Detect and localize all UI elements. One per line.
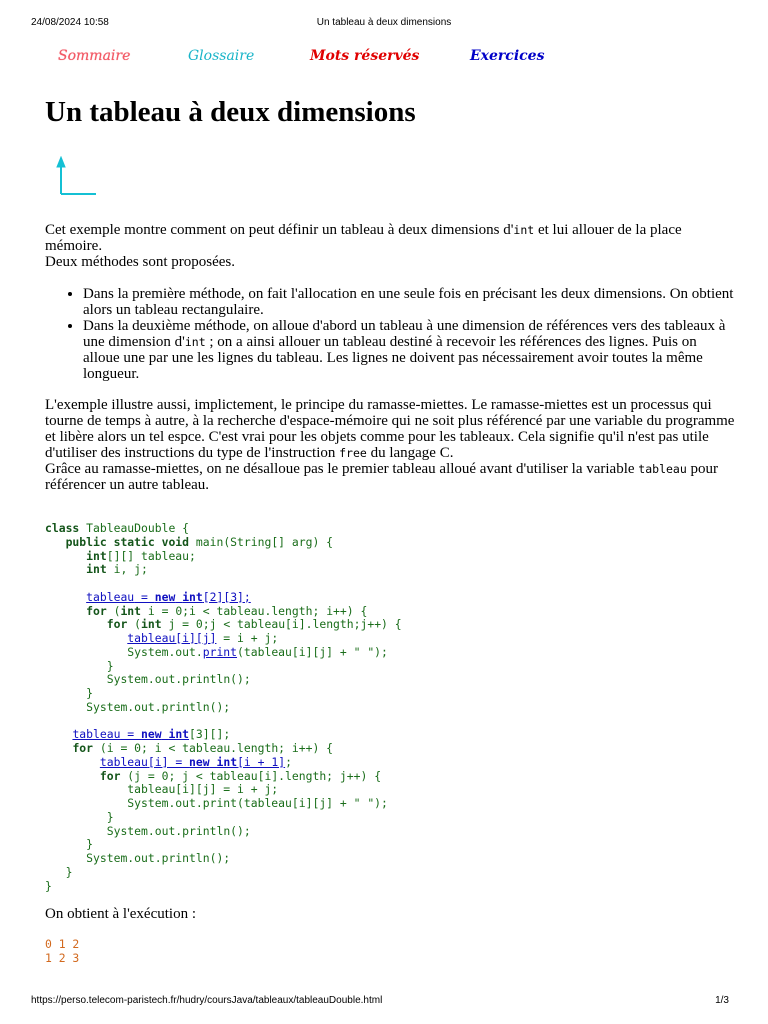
code-link-alloc3[interactable]: tableau[i] = new int[i + 1] — [99, 754, 286, 769]
method-item-1: • Dans la première méthode, on fait l'allocation en une seule fois en précisant les deux dimensions. On obtient alors un tableau rectangulaire. — [83, 286, 735, 318]
method-item-2: • Dans la deuxième méthode, on alloue d'abord un tableau à une dimension de références vers des tableaux à une dimension d'int ; on a ainsi allouer un tableau destiné à recevoir les références des lignes. Puis on alloue une par une les lignes du tableau. Les lignes ne doivent pas nécessairement avoir toutes la même longueur. — [83, 318, 735, 382]
inline-code-int: int — [513, 223, 535, 237]
nav-mots-reserves-link[interactable]: Mots réservés — [310, 48, 420, 64]
print-url: https://perso.telecom-paristech.fr/hudry/coursJava/tableaux/tableauDouble.html — [31, 995, 383, 1006]
code-listing: class TableauDouble { public static void main(String[] arg) { int[][] tableau; int i, j; tableau = new int[2][3]; for (int i = 0;i < tableau.length; i++) { for (int j = 0;j < tableau[i].length;j++) { tableau[i][j] = i + j; System.out.print(tableau[i][j] + " "); } System.out.println(); } System.out.println(); tableau = new int[3][]; for (i = 0; i < tableau.length; i++) { tableau[i] = new int[i + 1]; for (j = 0; j < tableau[i].length; j++) { tableau[i][j] = i + j; System.out.print(tableau[i][j] + " "); } System.out.println(); } System.out.println(); } } — [45, 521, 402, 893]
top-nav — [0, 48, 768, 70]
page-title: Un tableau à deux dimensions — [45, 96, 416, 128]
code-link-print[interactable]: print — [202, 644, 238, 659]
up-arrow-icon — [55, 156, 99, 198]
inline-code-free: free — [339, 446, 367, 460]
nav-glossaire-link[interactable]: Glossaire — [188, 48, 255, 64]
nav-sommaire-link[interactable]: Sommaire — [58, 48, 131, 64]
print-page-title: Un tableau à deux dimensions — [316, 17, 452, 28]
gc-paragraph: L'exemple illustre aussi, implictement, le principe du ramasse-miettes. Le ramasse-miettes est un processus qui tourne de temps à autre, à la recherche d'espace-mémoire qui ne soit plus référencé par une variable du programme et libère alors un tel espce. C'est vrai pour les objets comme pour les tableaux. Cela signifie qu'il n'est pas utile d'utiliser des instructions du type de l'instruction free du langage C. Grâce au ramasse-miettes, on ne désalloue pas le premier tableau alloué avant d'utiliser la variable tableau pour référencer un autre tableau. — [45, 397, 735, 493]
code-link-tableau-ij[interactable]: tableau[i][j] — [127, 631, 217, 645]
print-footer — [0, 995, 768, 1009]
output-line: 0 1 2 — [45, 937, 80, 951]
main-content — [45, 222, 735, 493]
program-output — [45, 938, 79, 966]
inline-code-int: int — [184, 335, 206, 349]
methods-list — [45, 286, 735, 382]
up-link[interactable] — [55, 156, 99, 198]
print-datetime: 24/08/2024 10:58 — [31, 17, 109, 28]
intro-paragraph: Cet exemple montre comment on peut définir un tableau à deux dimensions d'int et lui allouer de la place mémoire. Deux méthodes sont proposées. — [45, 222, 682, 270]
print-page-number: 1/3 — [715, 995, 729, 1006]
result-label: On obtient à l'exécution : — [45, 906, 196, 922]
code-link-alloc1[interactable]: tableau = new int[2][3]; — [86, 589, 251, 604]
code-link-alloc2[interactable]: tableau = new int — [72, 727, 190, 742]
inline-code-tableau: tableau — [638, 462, 687, 476]
output-line: 1 2 3 — [45, 950, 80, 965]
print-header — [0, 17, 768, 31]
nav-exercices-link[interactable]: Exercices — [470, 48, 545, 64]
